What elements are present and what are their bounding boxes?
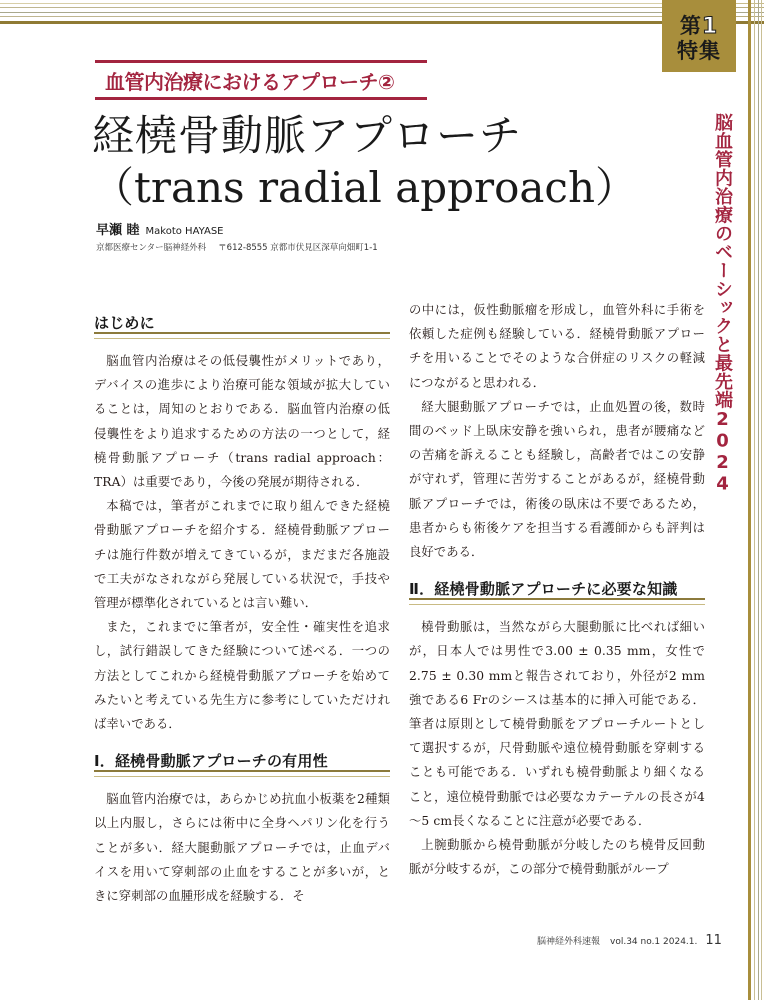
badge-number: 1 xyxy=(701,13,719,39)
journal-name: 脳神経外科速報 xyxy=(537,937,601,947)
paragraph: また，これまでに筆者が，安全性・確実性を追求し，試行錯誤してきた経験について述べる．一つの方法としてこれから経橈骨動脈アプローチを始めてみたいと考えている先生方に参考にしていただければ幸いである． xyxy=(94,620,390,732)
paragraph: 上腕動脈から橈骨動脈が分岐したのち橈骨反回動脈が分岐するが，この部分で橈骨動脈がループ xyxy=(409,838,705,877)
top-rule xyxy=(0,12,664,13)
journal-volume: vol.34 no.1 2024.1. xyxy=(610,937,698,947)
paragraph: 経大腿動脈アプローチでは，止血処置の後，数時間のベッド上臥床安静を強いられ，患者が腰痛などの苦痛を訴えることも経験し，高齢者ではこの安静が守れず，管理に苦労することがあるが，経橈骨動脈アプローチでは，術後の臥床は不要であるため，患者からも術後ケアを担当する看護師からも評判は良好である． xyxy=(409,399,705,560)
top-rule xyxy=(0,16,664,17)
author-name-ja: 早瀬 睦 xyxy=(96,223,140,238)
paragraph: 脳血管内治療はその低侵襲性がメリットであり，デバイスの進歩により治療可能な領域が拡大していることは，周知のとおりである．脳血管内治療の低侵襲性をより追求するための方法の一つとして，経橈骨動脈アプローチ（trans radial approach：TRA）は重要であり，今後の発展が期待される． xyxy=(94,354,390,490)
affiliation-address: 〒612-8555 京都市伏見区深草向畑町1-1 xyxy=(218,243,378,253)
paragraph: 脳血管内治療では，あらかじめ抗血小板薬を2種類以上内服し，さらには術中に全身ヘパリン化を行うことが多い．経大腿動脈アプローチでは，止血デバイスを用いて穿刺部の止血をすることが多いが，ときに穿刺部の血腫形成を経験する．そ xyxy=(94,792,390,904)
affiliation xyxy=(96,241,378,253)
author xyxy=(96,219,223,238)
page-footer xyxy=(537,933,722,948)
article-title-en: （trans radial approach） xyxy=(92,163,637,212)
section-heading-intro: はじめに xyxy=(94,312,390,339)
affiliation-dept: 京都医療センター脳神経外科 xyxy=(96,243,207,253)
author-name-en: Makoto HAYASE xyxy=(145,226,224,237)
badge-label: 特集 xyxy=(677,38,721,63)
top-rule xyxy=(0,7,664,8)
article-title-ja: 経橈骨動脈アプローチ xyxy=(92,111,523,160)
side-rule xyxy=(748,0,751,1000)
article-title xyxy=(92,110,637,214)
side-rule xyxy=(761,0,762,1000)
page-number: 11 xyxy=(705,933,722,948)
feature-badge xyxy=(662,0,736,72)
paragraph: 橈骨動脈は，当然ながら大腿動脈に比べれば細いが，日本人では男性で3.00 ± 0.35 mm，女性で2.75 ± 0.30 mmと報告されており，外径が2 mm強である6 Frのシースは基本的に挿入可能である．筆者は原則として橈骨動脈をアプローチルートとして選択するが，尺骨動脈や遠位橈骨動脈を穿刺することも可能である．いずれも橈骨動脈より細くなること，遠位橈骨動脈では必要なカテーテルの長さが4～5 cm長くなることに注意が必要である． xyxy=(409,620,705,828)
section-heading-1: Ⅰ．経橈骨動脈アプローチの有用性 xyxy=(94,750,390,777)
top-rule xyxy=(0,3,664,4)
left-column xyxy=(94,312,390,908)
right-column xyxy=(409,298,705,881)
paragraph: 本稿では，筆者がこれまでに取り組んできた経橈骨動脈アプローチを紹介する．経橈骨動脈アプローチは施行件数が増えてきているが，まだまだ各施設で工夫がなされながら発展している状況で，手技や管理が標準化されているとは言い難い． xyxy=(94,499,390,611)
section-heading-2: Ⅱ．経橈骨動脈アプローチに必要な知識 xyxy=(409,578,705,605)
side-title: 脳血管内治療のベーシックと最先端2024 xyxy=(712,113,733,495)
paragraph-continuation: の中には，仮性動脈瘤を形成し，血管外科に手術を依頼した症例も経験している．経橈骨動脈アプローチを用いることでそのような合併症のリスクの軽減につながると思われる． xyxy=(409,303,705,390)
series-title: 血管内治療におけるアプローチ② xyxy=(95,60,427,100)
top-rule xyxy=(0,21,664,24)
side-rule xyxy=(758,0,759,1000)
side-rule xyxy=(754,0,755,1000)
badge-prefix: 第 xyxy=(679,13,702,38)
